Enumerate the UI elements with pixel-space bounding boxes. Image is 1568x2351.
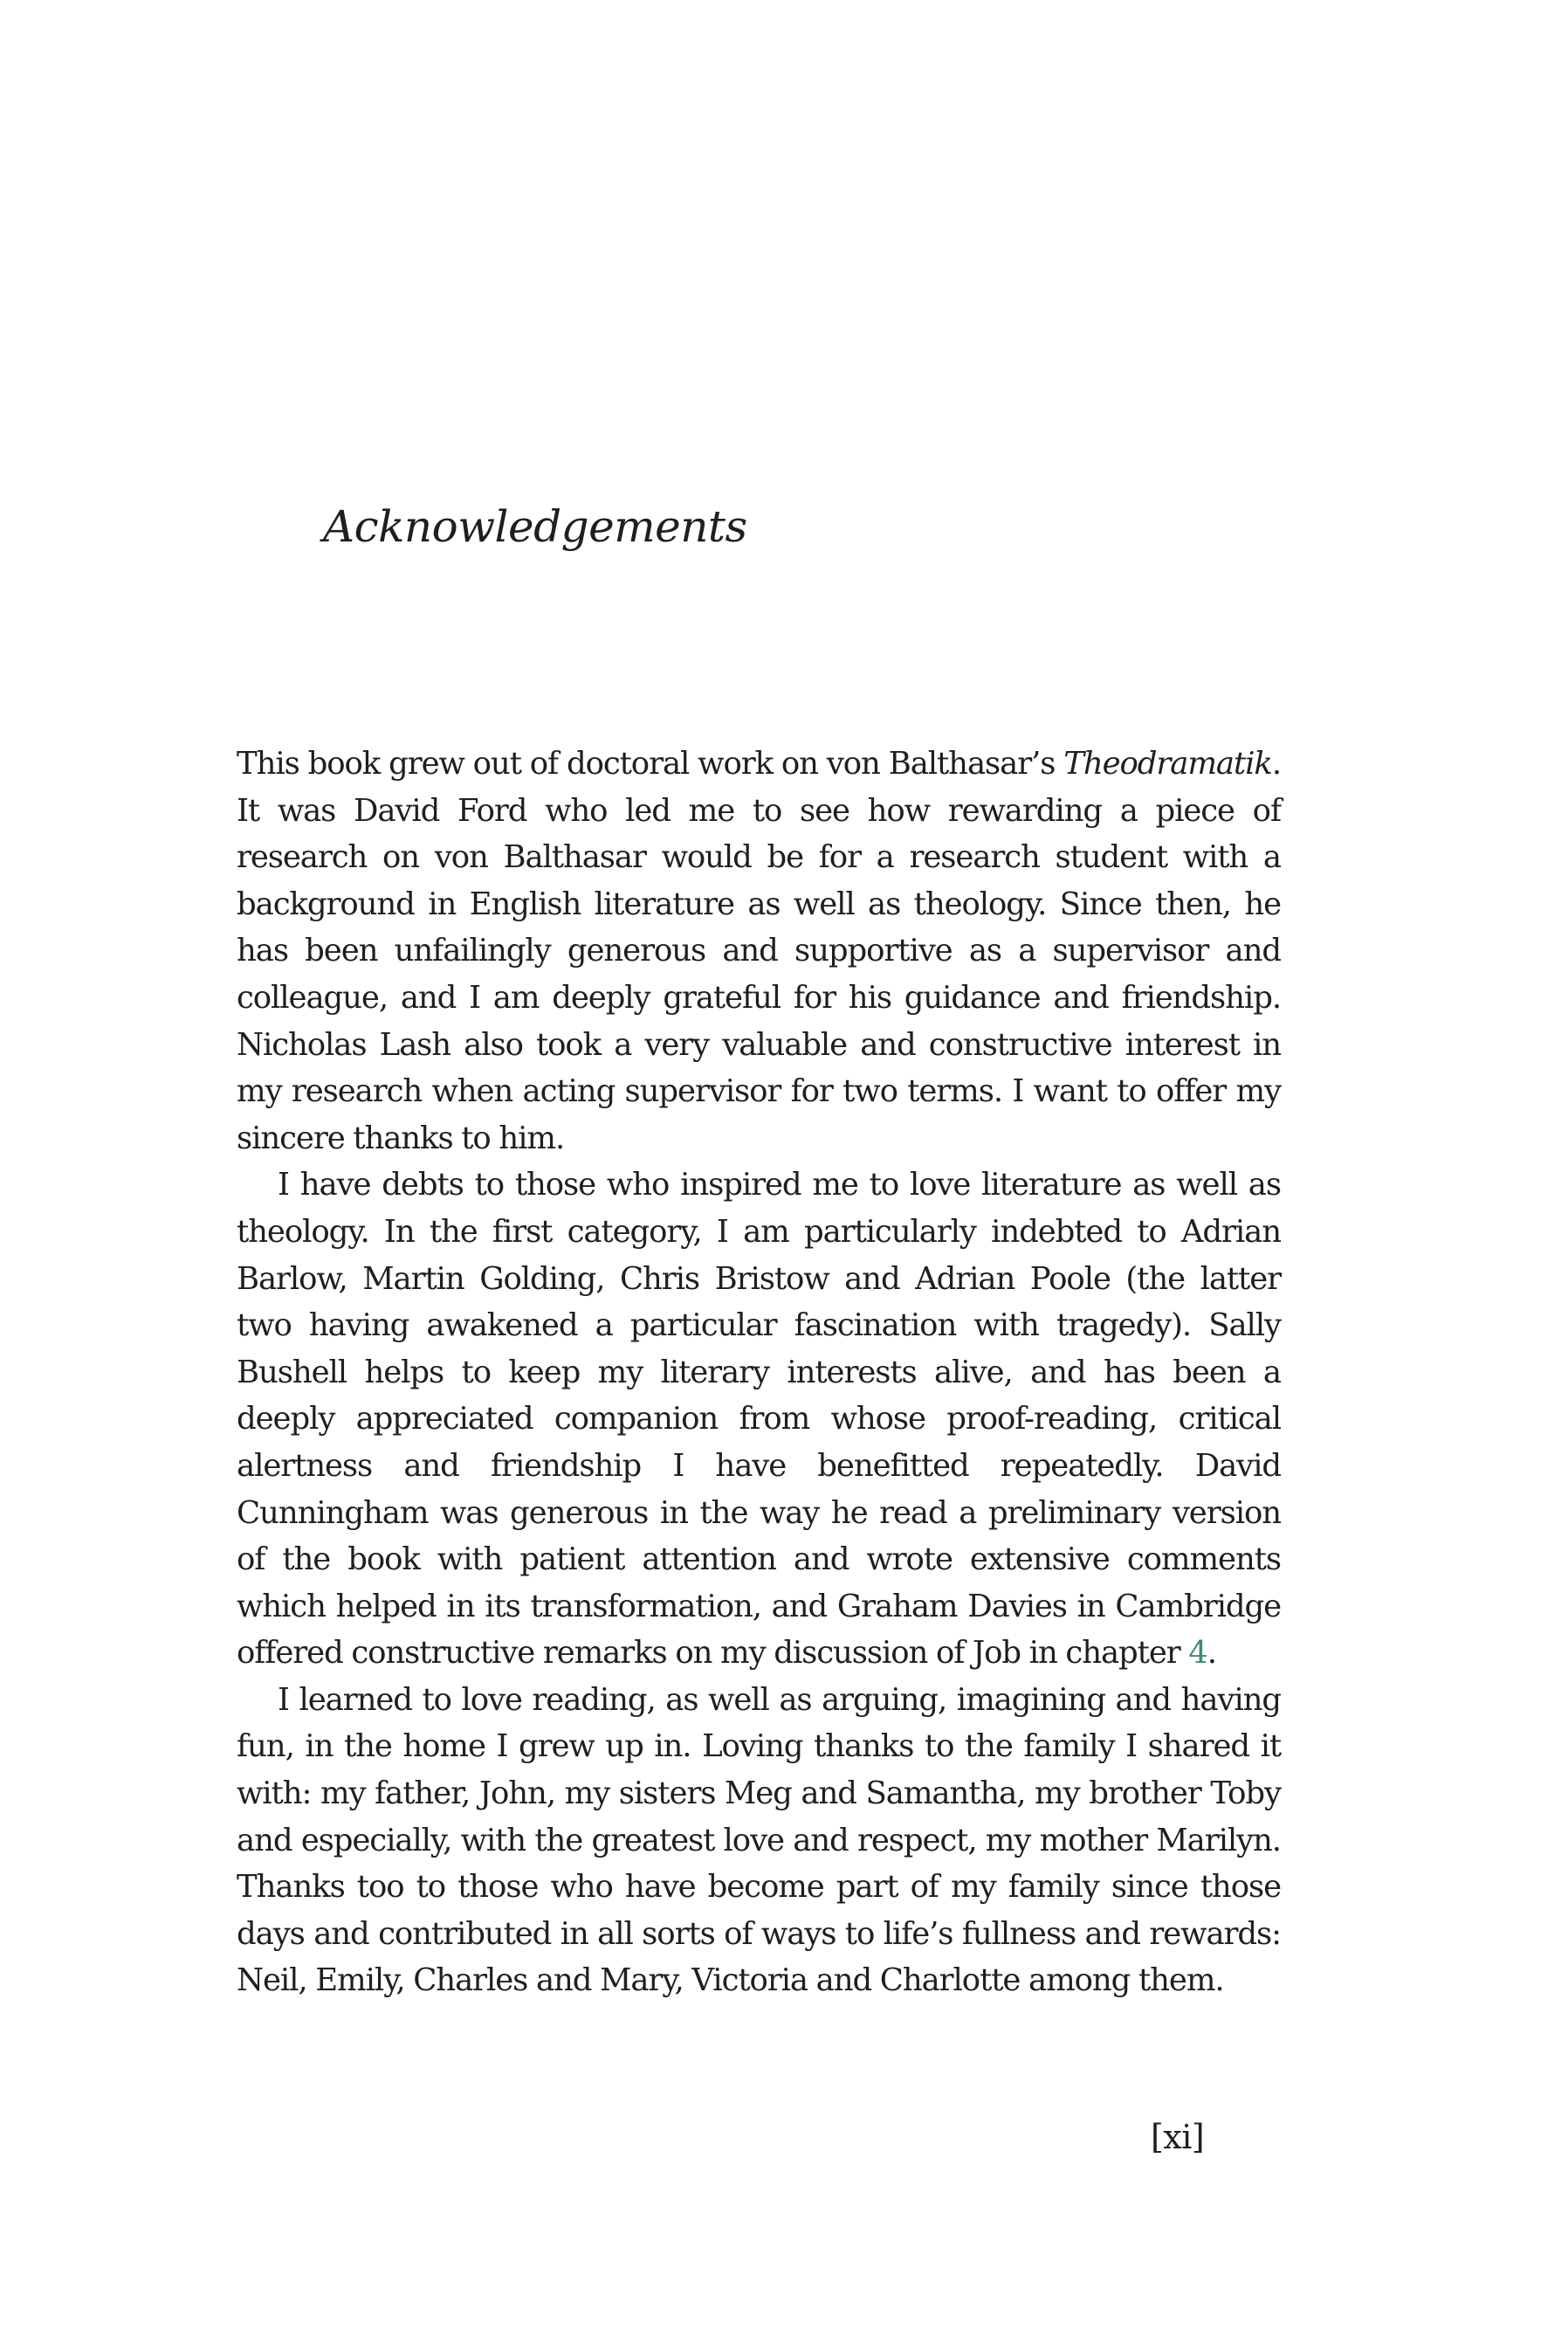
paragraph-1-text-before: This book grew out of doctoral work on von Balthasar’s (237, 746, 1064, 782)
paragraph-2-text-before: I have debts to those who inspired me to love literature as well as theology. In the first category, I am particularly indebted to Adrian Barlow, Martin Golding, Chris Bristow and Adrian Poole (the latter two having awakened a particular fascination with tragedy). Sally Bushell helps to keep my literary interests alive, and has been a deeply appreciated companion from whose proof-reading, critical alertness and friendship I have benefitted repeatedly. David Cunningham was generous in the way he read a preliminary version of the book with patient attention and wrote extensive comments which helped in its transformation, and Graham Davies in Cambridge offered constructive remarks on my discussion of Job in chapter (237, 1167, 1281, 1672)
page-number: [xi] (1151, 2118, 1205, 2156)
book-title-theodramatik: Theodramatik (1063, 746, 1272, 782)
page-title: Acknowledgements (323, 501, 747, 552)
paragraph-2-text-after: . (1207, 1635, 1216, 1672)
acknowledgements-body (237, 741, 1281, 2004)
paragraph-1-text-after: . It was David Ford who led me to see how rewarding a piece of research on von Balthasar would be for a research student with a background in English literature as well as theology. Since then, he has been unfailingly generous and supportive as a supervisor and colleague, and I am deeply grateful for his guidance and friendship. Nicholas Lash also took a very valuable and constructive interest in my research when acting supervisor for two terms. I want to offer my sincere thanks to him. (237, 746, 1281, 1156)
paragraph-1 (237, 741, 1281, 1162)
chapter-4-link[interactable]: 4 (1188, 1635, 1207, 1672)
paragraph-3: I learned to love reading, as well as arguing, imagining and having fun, in the home I grew up in. Loving thanks to the family I shared it with: my father, John, my sisters Meg and Samantha, my brother Toby and especially, with the greatest love and respect, my mother Marilyn. Thanks too to those who have become part of my family since those days and contributed in all sorts of ways to life’s fullness and rewards: Neil, Emily, Charles and Mary, Victoria and Charlotte among them. (237, 1681, 1281, 1999)
paragraph-2 (237, 1162, 1281, 1677)
